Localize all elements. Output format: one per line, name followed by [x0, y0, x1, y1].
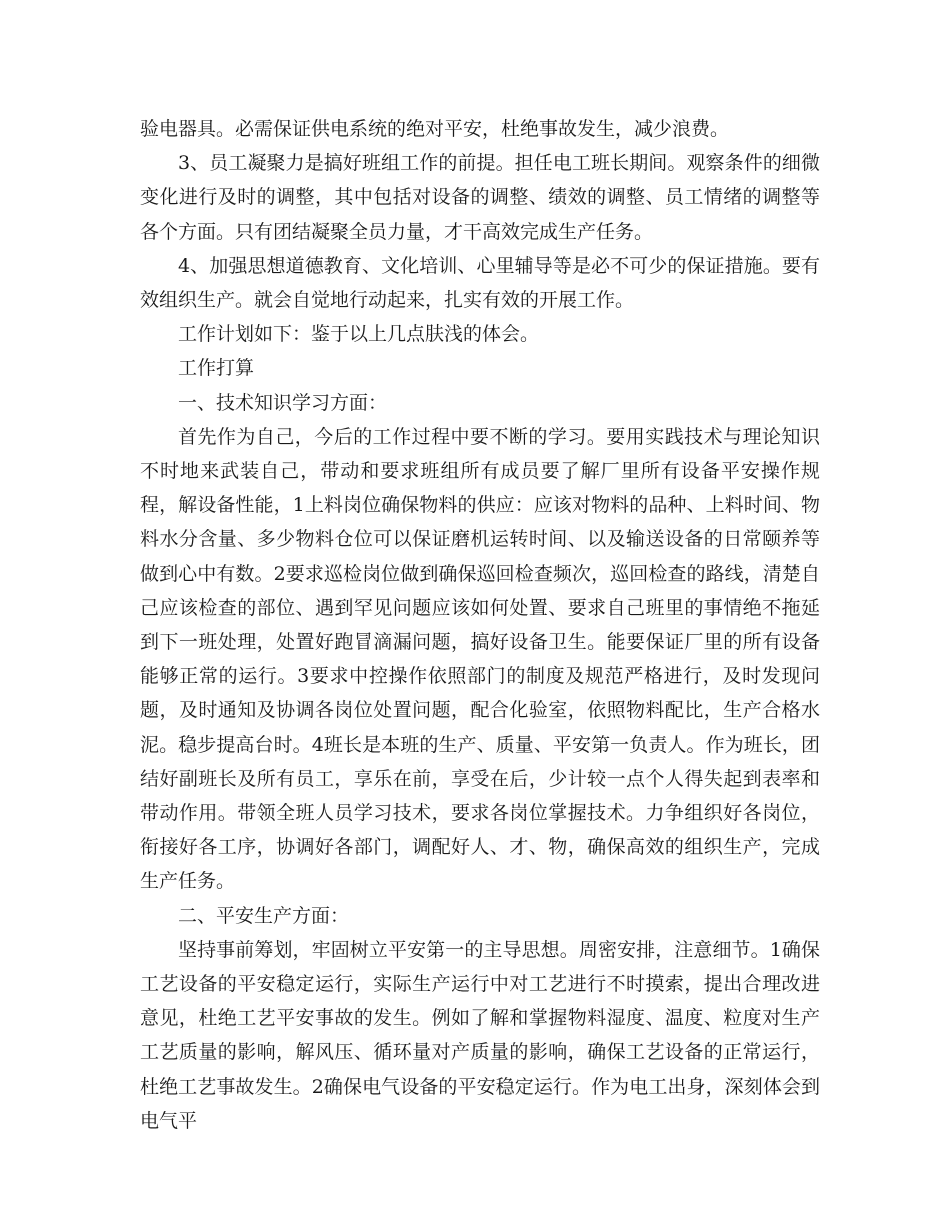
paragraph-technical-body: 首先作为自己，今后的工作过程中要不断的学习。要用实践技术与理论知识不时地来武装自己，带动和要求班组所有成员要了解厂里所有设备平安操作规程，解设备性能，1上料岗位确保物料的供应：应该对物料的品种、上料时间、物料水分含量、多少物料仓位可以保证磨机运转时间、以及输送设备的日常颐养等做到心中有数。2要求巡检岗位做到确保巡回检查频次，巡回检查的路线，清楚自己应该检查的部位、遇到罕见问题应该如何处置、要求自己班里的事情绝不拖延到下一班处理，处置好跑冒滴漏问题，搞好设备卫生。能要保证厂里的所有设备能够正常的运行。3要求中控操作依照部门的制度及规范严格进行，及时发现问题，及时通知及协调各岗位处置问题，配合化验室，依照物料配比，生产合格水泥。稳步提高台时。4班长是本班的生产、质量、平安第一负责人。作为班长，团结好副班长及所有员工，享乐在前，享受在后，少计较一点个人得失起到表率和带动作用。带领全班人员学习技术，要求各岗位掌握技术。力争组织好各岗位，衔接好各工序，协调好各部门，调配好人、才、物，确保高效的组织生产，完成生产任务。: [140, 425, 820, 893]
section-heading-technical: 一、技术知识学习方面：: [178, 391, 388, 414]
paragraph-safety-body: 坚持事前筹划，牢固树立平安第一的主导思想。周密安排，注意细节。1确保工艺设备的平安稳定运行，实际生产运行中对工艺进行不时摸索，提出合理改进意见，杜绝工艺平安事故的发生。例如了解和掌握物料湿度、温度、粒度对生产工艺质量的影响，解风压、循环量对产质量的影响，确保工艺设备的正常运行，杜绝工艺事故发生。2确保电气设备的平安稳定运行。作为电工出身，深刻体会到电气平: [140, 938, 820, 1132]
section-heading-plan: 工作打算: [178, 357, 255, 380]
document-page: [140, 112, 820, 1138]
paragraph-3: 4、加强思想道德教育、文化培训、心里辅导等是必不可少的保证措施。要有效组织生产。就会自觉地行动起来，扎实有效的开展工作。: [140, 254, 820, 312]
paragraph-1: 验电器具。必需保证供电系统的绝对平安，杜绝事故发生，减少浪费。: [140, 118, 730, 140]
paragraph-4: 工作计划如下：鉴于以上几点肤浅的体会。: [178, 323, 540, 346]
paragraph-2: 3、员工凝聚力是搞好班组工作的前提。担任电工班长期间。观察条件的细微变化进行及时的调整，其中包括对设备的调整、绩效的调整、员工情绪的调整等各个方面。只有团结凝聚全员力量，才干高效完成生产任务。: [140, 152, 820, 243]
section-heading-safety: 二、平安生产方面：: [178, 904, 350, 927]
